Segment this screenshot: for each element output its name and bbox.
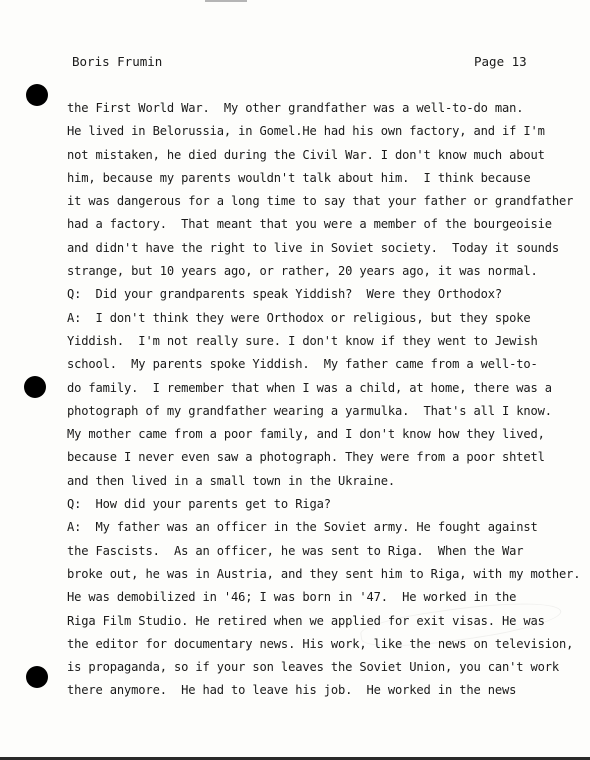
transcript-line: him, because my parents wouldn't talk about him. I think because <box>67 170 531 185</box>
transcript-line: He was demobilized in '46; I was born in '47. He worked in the <box>67 590 517 605</box>
transcript-line: Riga Film Studio. He retired when we applied for exit visas. He was <box>67 613 545 628</box>
transcript-line: photograph of my grandfather wearing a yarmulka. That's all I know. <box>67 403 552 418</box>
transcript-line: the Fascists. As an officer, he was sent to Riga. When the War <box>67 543 524 558</box>
transcript-line: and then lived in a small town in the Ukraine. <box>67 473 396 488</box>
top-edge-mark <box>205 0 247 2</box>
transcript-line: the First World War. My other grandfather was a well-to-do man. <box>67 101 524 115</box>
answer-line: A: I don't think they were Orthodox or religious, but they spoke <box>67 310 531 325</box>
transcript-body <box>67 97 582 703</box>
transcript-line: not mistaken, he died during the Civil War. I don't know much about <box>67 147 545 162</box>
header-interviewee-name: Boris Frumin <box>72 54 163 69</box>
header-page-number: Page 13 <box>474 54 527 69</box>
binder-hole-bottom <box>26 666 48 688</box>
transcript-line: had a factory. That meant that you were a member of the bourgeoisie <box>67 217 552 232</box>
transcript-line: strange, but 10 years ago, or rather, 20 years ago, it was normal. <box>67 264 538 279</box>
question-line: Q: How did your parents get to Riga? <box>67 497 331 512</box>
transcript-line: and didn't have the right to live in Soviet society. Today it sounds <box>67 240 560 255</box>
transcript-line: do family. I remember that when I was a child, at home, there was a <box>67 380 552 395</box>
transcript-line: school. My parents spoke Yiddish. My father came from a well-to- <box>67 357 538 372</box>
transcript-line: He lived in Belorussia, in Gomel.He had his own factory, and if I'm <box>67 124 545 139</box>
transcript-line: because I never even saw a photograph. They were from a poor shtetl <box>67 450 545 465</box>
binder-hole-middle <box>24 376 46 398</box>
transcript-line: My mother came from a poor family, and I don't know how they lived, <box>67 427 545 442</box>
transcript-line: Yiddish. I'm not really sure. I don't know if they went to Jewish <box>67 333 538 348</box>
question-line: Q: Did your grandparents speak Yiddish? Were they Orthodox? <box>67 287 502 302</box>
transcript-line: the editor for documentary news. His work, like the news on television, <box>67 636 574 651</box>
transcript-line: broke out, he was in Austria, and they sent him to Riga, with my mother. <box>67 566 581 581</box>
transcript-line: is propaganda, so if your son leaves the Soviet Union, you can't work <box>67 660 560 675</box>
transcript-line: it was dangerous for a long time to say that your father or grandfather <box>67 194 574 209</box>
transcript-line: there anymore. He had to leave his job. He worked in the news <box>67 683 517 698</box>
answer-line: A: My father was an officer in the Soviet army. He fought against <box>67 520 538 535</box>
binder-hole-top <box>26 84 48 106</box>
